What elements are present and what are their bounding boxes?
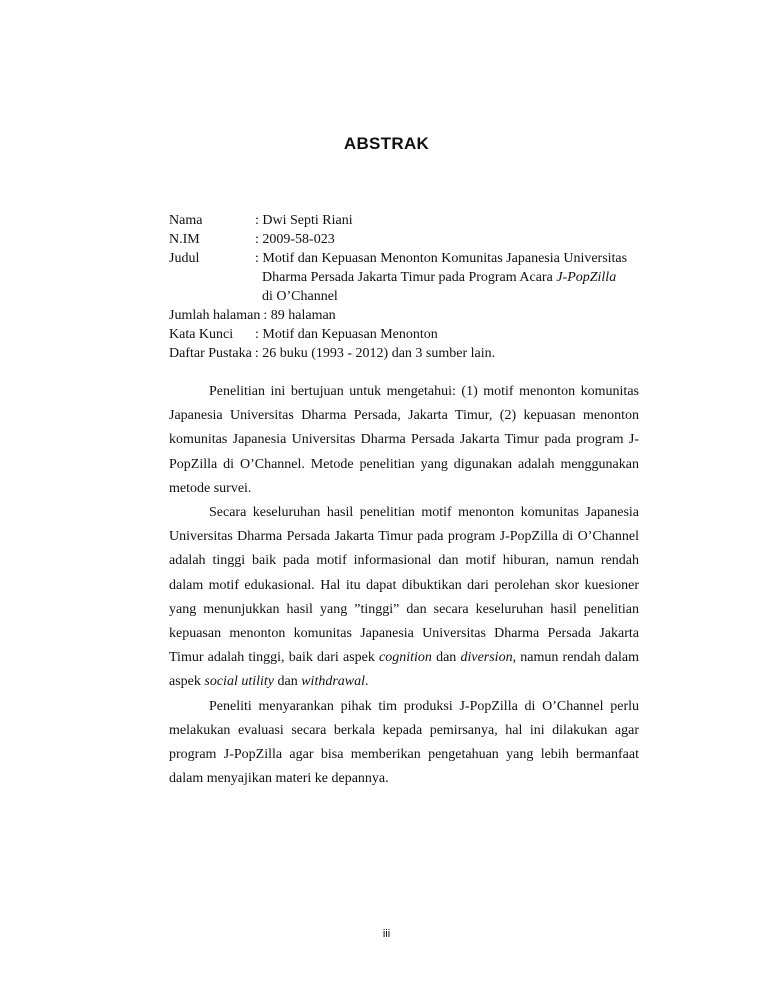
paragraph-2 — [169, 501, 639, 695]
page-title: ABSTRAK — [343, 134, 430, 153]
nama-label: Nama — [169, 213, 203, 228]
judul-label: Judul — [169, 251, 200, 266]
judul-line-2-text: Dharma Persada Jakarta Timur pada Program Acara — [262, 270, 557, 285]
term-withdrawal: withdrawal — [301, 674, 366, 690]
meta-row-nim — [169, 230, 649, 249]
term-cognition: cognition — [379, 650, 432, 666]
paragraph-2-text-a: Secara keseluruhan hasil penelitian motif menonton komunitas Japanesia Universitas Dharma Persada Jakarta Timur pada program J-PopZilla di O’Channel adalah tinggi baik pada motif informasional dan motif hiburan, namun rendah dalam motif edukasional. Hal itu dapat dibuktikan dari perolehan skor kuesioner yang menunjukkan hasil yang ”tinggi” dan secara keseluruhan hasil penelitian kepuasan menonton komunitas Japanesia Universitas Dharma Persada Jakarta Timur adalah tinggi, baik dari aspek — [169, 505, 639, 666]
judul-line-2 — [169, 268, 649, 287]
paragraph-2-text-c: , namun rendah dalam aspek — [169, 650, 640, 690]
abstract-body — [169, 380, 639, 791]
daftar-pustaka-value: : 26 buku (1993 - 2012) dan 3 sumber lain. — [254, 346, 496, 361]
paragraph-3: Peneliti menyarankan pihak tim produksi J-PopZilla di O’Channel perlu melakukan evaluasi secara berkala kepada pemirsanya, hal ini dilakukan agar program J-PopZilla agar bisa memberikan pengetahuan yang lebih bermanfaat dalam menyajikan materi ke depannya. — [169, 698, 639, 787]
paragraph-2-text-b: dan — [431, 650, 461, 666]
nama-value: : Dwi Septi Riani — [255, 213, 353, 228]
paragraph-1: Penelitian ini bertujuan untuk mengetahui: (1) motif menonton komunitas Japanesia Universitas Dharma Persada, Jakarta Timur, (2) kepuasan menonton komunitas Japanesia Universitas Dharma Persada Jakarta Timur pada program J-PopZilla di O’Channel. Metode penelitian yang digunakan adalah menggunakan metode survei. — [169, 384, 639, 496]
term-social-utility: social utility — [204, 674, 274, 690]
term-diversion: diversion — [460, 650, 513, 666]
judul-program-name: J-PopZilla — [556, 270, 617, 285]
meta-row-daftar-pustaka — [169, 344, 649, 363]
paragraph-2-text-e: . — [365, 674, 369, 690]
meta-row-nama — [169, 211, 649, 230]
daftar-pustaka-label: Daftar Pustaka — [169, 346, 252, 361]
jumlah-label: Jumlah halaman — [169, 308, 261, 323]
page-number: iii — [382, 928, 391, 940]
kata-kunci-value: : Motif dan Kepuasan Menonton — [255, 327, 438, 342]
kata-kunci-label: Kata Kunci — [169, 327, 234, 342]
meta-row-jumlah — [169, 306, 649, 325]
meta-row-judul — [169, 249, 649, 268]
metadata-block — [169, 211, 649, 363]
judul-line-3: di O’Channel — [262, 289, 338, 304]
paragraph-2-text-d: dan — [274, 674, 302, 690]
nim-label: N.IM — [169, 232, 200, 247]
judul-line-1: : Motif dan Kepuasan Menonton Komunitas Japanesia Universitas — [255, 251, 628, 266]
meta-row-kata-kunci — [169, 325, 649, 344]
jumlah-value: : 89 halaman — [263, 308, 336, 323]
nim-value: : 2009-58-023 — [255, 232, 335, 247]
